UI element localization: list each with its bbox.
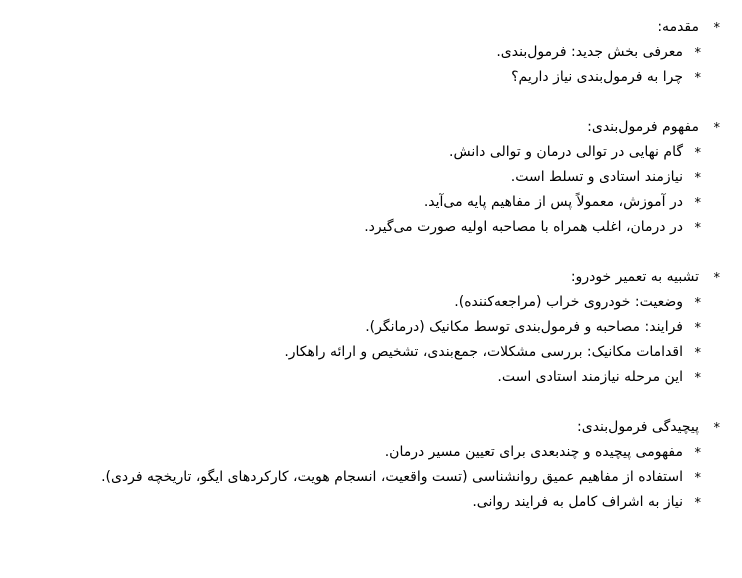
section-heading <box>0 265 720 290</box>
section-heading <box>0 115 720 140</box>
list-item-text: وضعیت: خودروی خراب (مراجعه‌کننده). <box>454 294 683 310</box>
list-item <box>0 490 720 515</box>
bullet-marker: * <box>694 471 701 486</box>
bullet-marker: * <box>694 46 701 61</box>
bullet-marker: * <box>694 296 701 311</box>
list-item <box>0 365 720 390</box>
heading-text: مفهوم فرمول‌بندی: <box>587 119 699 135</box>
bullet-marker: * <box>694 221 701 236</box>
section-introduction <box>0 15 720 90</box>
bullet-marker: * <box>694 496 701 511</box>
section-formulation-complexity <box>0 415 720 515</box>
bullet-marker: * <box>713 271 720 286</box>
list-item <box>0 465 720 490</box>
list-item-text: مفهومی پیچیده و چندبعدی برای تعیین مسیر درمان. <box>384 444 683 460</box>
list-item <box>0 340 720 365</box>
list-item <box>0 440 720 465</box>
section-heading <box>0 415 720 440</box>
list-item-text: نیازمند استادی و تسلط است. <box>510 169 683 185</box>
bullet-marker: * <box>694 146 701 161</box>
list-item-text: اقدامات مکانیک: بررسی مشکلات، جمع‌بندی، تشخیص و ارائه راهکار. <box>284 344 683 360</box>
bullet-marker: * <box>713 121 720 136</box>
list-item-text: در درمان، اغلب همراه با مصاحبه اولیه صورت می‌گیرد. <box>364 219 683 235</box>
list-item-text: گام نهایی در توالی درمان و توالی دانش. <box>449 144 683 160</box>
section-car-repair-analogy <box>0 265 720 390</box>
heading-text: پیچیدگی فرمول‌بندی: <box>577 419 699 435</box>
list-item <box>0 165 720 190</box>
list-item-text: در آموزش، معمولاً پس از مفاهیم پایه می‌آید. <box>423 194 683 210</box>
list-item-text: این مرحله نیازمند استادی است. <box>497 369 683 385</box>
bullet-marker: * <box>694 346 701 361</box>
bullet-marker: * <box>694 371 701 386</box>
list-item <box>0 215 720 240</box>
bullet-marker: * <box>694 196 701 211</box>
bullet-marker: * <box>694 71 701 86</box>
list-item <box>0 315 720 340</box>
list-item-text: نیاز به اشراف کامل به فرایند روانی. <box>472 494 683 510</box>
list-item <box>0 40 720 65</box>
heading-text: مقدمه: <box>657 19 699 35</box>
list-item <box>0 190 720 215</box>
list-item-text: فرایند: مصاحبه و فرمول‌بندی توسط مکانیک (درمانگر). <box>365 319 683 335</box>
bullet-marker: * <box>694 171 701 186</box>
list-item <box>0 65 720 90</box>
bullet-marker: * <box>713 21 720 36</box>
bullet-marker: * <box>694 446 701 461</box>
list-item-text: استفاده از مفاهیم عمیق روانشناسی (تست واقعیت، انسجام هویت، کارکردهای ایگو، تاریخچه فردی). <box>101 469 683 485</box>
list-item-text: چرا به فرمول‌بندی نیاز داریم؟ <box>511 69 683 85</box>
heading-text: تشبیه به تعمیر خودرو: <box>570 269 699 285</box>
section-formulation-concept <box>0 115 720 240</box>
list-item-text: معرفی بخش جدید: فرمول‌بندی. <box>496 44 683 60</box>
bullet-marker: * <box>713 421 720 436</box>
list-item <box>0 140 720 165</box>
bullet-marker: * <box>694 321 701 336</box>
document-outline <box>0 15 720 540</box>
section-heading <box>0 15 720 40</box>
list-item <box>0 290 720 315</box>
